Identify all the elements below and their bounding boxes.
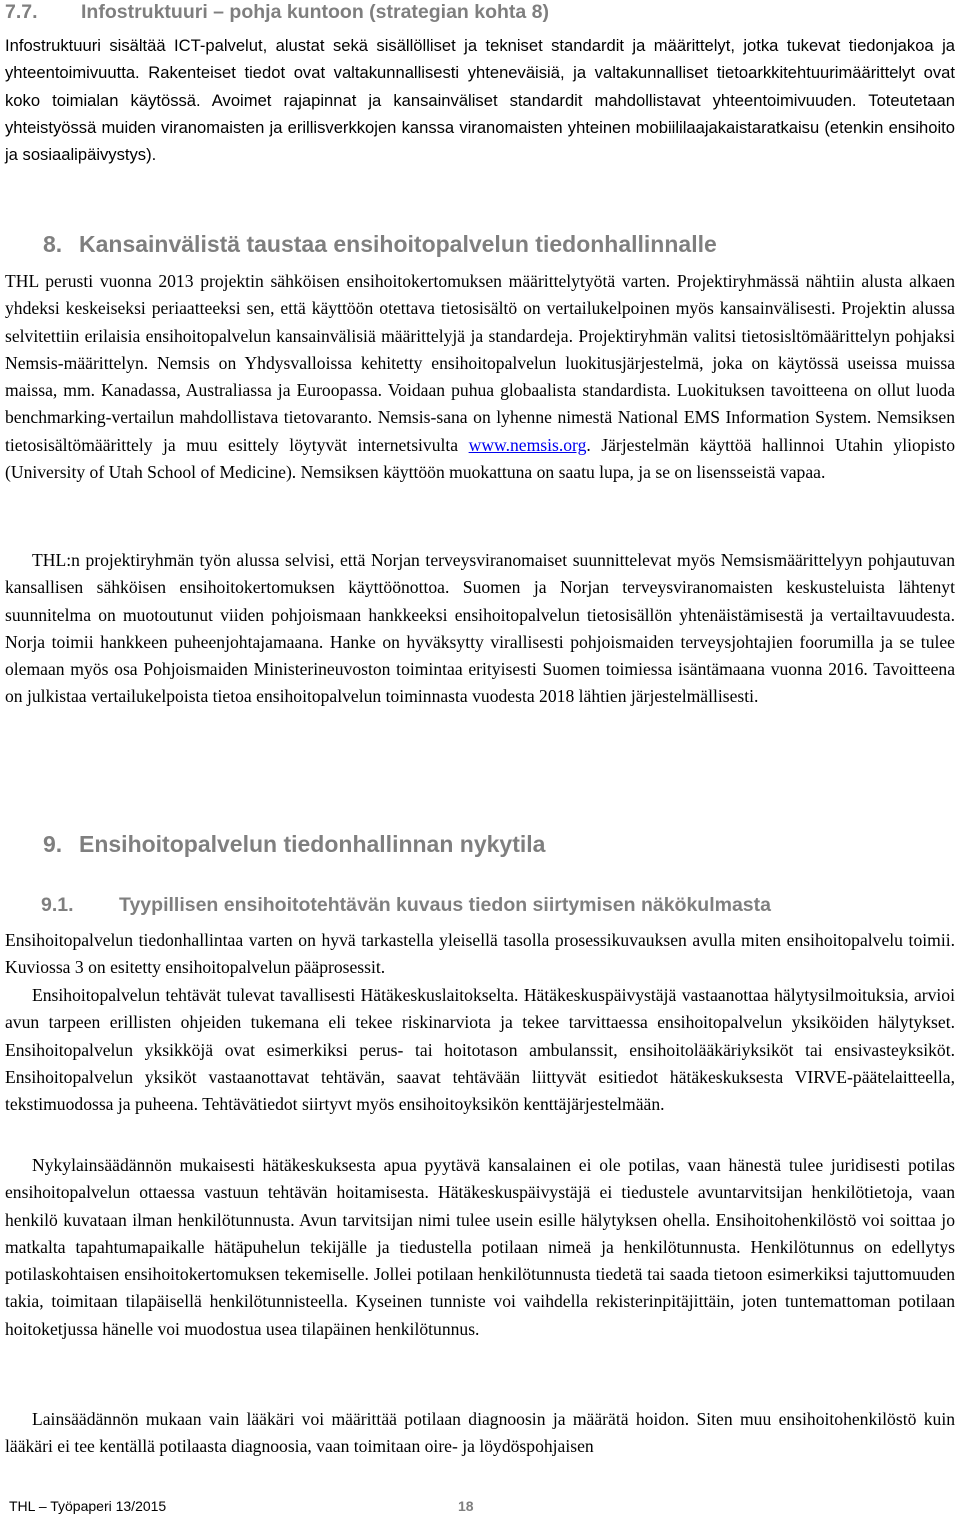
paragraph-text: . Järjestelmän käyttöä hallinnoi Utahin yliopisto (University of Utah School of Medicine). Nemsiksen käyttöön muokattuna on saatu lupa, ja se on lisensseistä vapaa.: [5, 434, 955, 483]
paragraph: THL:n projektiryhmän työn alussa selvisi, että Norjan terveysviranomaiset suunnittelevat myös Nemsismäärittelyyn pohjautuvan kansallisen sähköisen ensihoitokertomuksen käyttöönottoa. Suomen ja Norjan terveysviranomaisten keskusteluista lähtenyt suunnitelma on muotoutunut viiden pohjoismaan hankkeeksi ensihoitopalvelun tietosisällön yhtenäistämisestä ja vertailtavuudesta. Norja toimii hankkeen puheenjohtajamaana. Hanke on hyväksytty virallisesti pohjoismaiden terveysjohtajien foorumilla ja se tulee olemaan myös osa Pohjoismaiden Ministerineuvoston toimintaa erityisesti Suomen toimiessa isäntämaana vuonna 2016. Tavoitteena on julkistaa vertailukelpoista tietoa ensihoitopalvelun toiminnasta vuodesta 2018 lähtien järjestelmällisesti.: [5, 550, 955, 707]
paragraph: Ensihoitopalvelun tehtävät tulevat tavallisesti Hätäkeskuslaitokselta. Hätäkeskuspäivystäjä vastaanottaa hälytysilmoituksia, arvioi avun tarpeen erillisten ohjeiden tukemana eli tekee riskinarviota ja tekee tarvittaessa ensihoitopalvelun yksiköiden hälytykset. Ensihoitopalvelun yksikköjä ovat esimerkiksi perus- tai hoitotason ambulanssit, ensihoitolääkäriyksiköt tai ensivasteyksiköt. Ensihoitopalvelun yksiköt vastaanottavat tehtävän, saavat tehtävään liittyvät esitiedot hätäkeskuksesta VIRVE-päätelaitteella, tekstimuodossa ja puheena. Tehtävätiedot siirtyvt myös ensihoitoyksikön kenttäjärjestelmään.: [5, 985, 955, 1115]
paragraph: Lainsäädännön mukaan vain lääkäri voi määrittää potilaan diagnoosin ja määrätä hoidon. Siten muu ensihoitohenkilöstö kuin lääkäri ei tee kentällä potilaasta diagnoosia, vaan toimitaan oire- ja löydöspohjaisen: [5, 1409, 955, 1457]
paragraph: Nykylainsäädännön mukaisesti hätäkeskuksesta apua pyytävä kansalainen ei ole potilas, vaan hänestä tulee juridisesti potilas ensihoitopalvelun ottaessa vastuun tehtävän hoitamisesta. Hätäkeskuspäivystäjä ei tiedustele avuntarvitsijan henkilötietoja, vaan henkilö kuvataan ilman henkilötunnusta. Avun tarvitsijan nimi tulee usein esille hälytyksen ohella. Ensihoitohenkilöstö voi soittaa jo matkalta tapahtumapaikalle hätäpuhelun tekijälle ja tiedustella potilaan nimeä ja henkilötunnusta. Henkilötunnus on edellytys potilaskohtaisen ensihoitokertomuksen tekemiselle. Jollei potilaan henkilötunnusta tiedetä tai saada tietoon esimerkiksi tajuttomuuden takia, toimitaan tilapäisellä henkilötunnisteella. Kyseinen tunniste voi vaihdella rekisterinpitäjittäin, joten tuntemattoman potilaan hoitoketjussa hänelle voi muodostua usea tilapäinen henkilötunnus.: [5, 1155, 955, 1339]
section-title: Infostruktuuri – pohja kuntoon (strategian kohta 8): [81, 1, 550, 23]
section-number: 7.7.: [5, 1, 38, 23]
paragraph-text: THL perusti vuonna 2013 projektin sähköisen ensihoitokertomuksen määrittelytyötä varten. Projektiryhmässä nähtiin alusta alkaen yhdeksi keskeiseksi periaatteeksi sen, että käyttöön otettava tietosisältö on vertailukelpoinen myös kansainvälisesti. Projektin alussa selvitettiin erilaisia ensihoitopalvelun kansainvälisiä määrittelyjä ja standardeja. Projektiryhmän valitsi tietosisltömäärittelyn pohjaksi Nemsis-määrittelyn. Nemsis on Yhdysvalloissa kehitetty ensihoitopalvelun luokitusjärjestelmä, joka on käytössä useissa muissa maissa, mm. Kanadassa, Australiassa ja Euroopassa. Voidaan puhua globaalista standardista. Luokituksen tavoitteena on ollut luoda benchmarking-vertailun mahdollistava tietovaranto. Nemsis-sana on lyhenne nimestä National EMS Information System. Nemsiksen tietosisältömäärittely ja muu esittely löytyvät internetsivulta: [5, 271, 955, 455]
section-title: Ensihoitopalvelun tiedonhallinnan nykytila: [79, 831, 546, 857]
paragraph: Infostruktuuri sisältää ICT-palvelut, alustat sekä sisällölliset ja tekniset standardit ja määrittelyt, jotka tukevat tiedonjakoa ja yhteentoimivuutta. Rakenteiset tiedot ovat valtakunnallisesti yhteneväisiä, ja valtakunnalliset tietoarkkitehtuurimäärittelyt ovat koko toimialan käytössä. Avoimet rajapinnat ja kansainväliset standardit mahdollistavat yhteentoimivuuden. Toteutetaan yhteistyössä muiden viranomaisten ja erillisverkkojen kanssa viranomaisten yhteinen mobiililaajakaistaratkaisu (etenkin ensihoito ja sosiaalipäivystys).: [5, 36, 955, 165]
paragraph: [5, 268, 955, 486]
section-number: 9.1.: [41, 894, 74, 916]
section-title: Tyypillisen ensihoitotehtävän kuvaus tiedon siirtymisen näkökulmasta: [119, 894, 771, 916]
section-heading-9-1: [41, 893, 955, 917]
footer-publication: THL – Työpaperi 13/2015: [9, 1498, 167, 1514]
paragraph: Ensihoitopalvelun tiedonhallintaa varten on hyvä tarkastella yleisellä tasolla prosessikuvauksen avulla miten ensihoitopalvelu toimii. Kuviossa 3 on esitetty ensihoitopalvelun pääprosessit.: [5, 930, 955, 978]
section-heading-7-7: [5, 0, 955, 24]
section-number: 9.: [43, 831, 63, 857]
section-number: 8.: [43, 231, 63, 257]
section-heading-9: [43, 830, 955, 858]
section-title: Kansainvälistä taustaa ensihoitopalvelun tiedonhallinnalle: [79, 231, 717, 257]
nemsis-link[interactable]: www.nemsis.org: [468, 434, 587, 455]
page-number: 18: [458, 1498, 474, 1514]
section-heading-8: [43, 230, 955, 258]
